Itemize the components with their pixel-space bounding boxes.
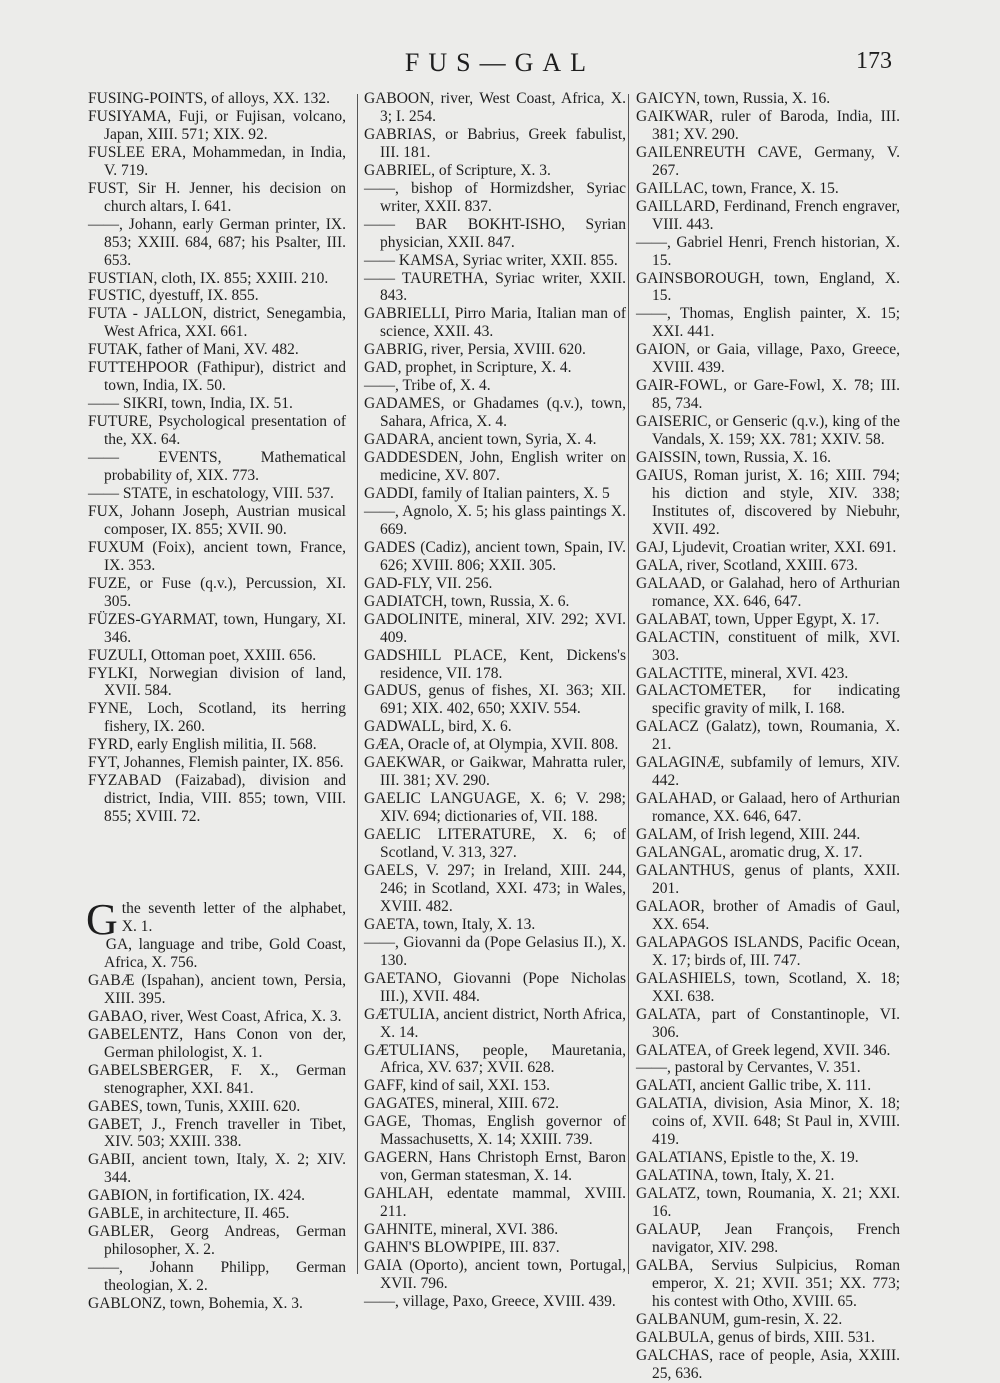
index-column-1	[88, 90, 346, 1313]
index-entry: —— TAURETHA, Syriac writer, XXII. 843.	[364, 269, 626, 305]
index-entry: GAGATES, mineral, XIII. 672.	[364, 1095, 560, 1113]
index-entry: GAEKWAR, or Gaikwar, Mahratta ruler, III. 381; XV. 290.	[364, 754, 626, 790]
index-entry: GABION, in fortification, IX. 424.	[88, 1187, 305, 1205]
index-entry: GALCHAS, race of people, Asia, XXIII. 25, 636.	[636, 1346, 900, 1382]
index-entry: FYZABAD (Faizabad), division and district, India, VIII. 855; town, VIII. 855; XVIII. 72.	[88, 772, 346, 826]
index-entry: ——, Thomas, English painter, X. 15; XXI. 441.	[636, 305, 900, 341]
index-entry: GÆTULIANS, people, Mauretania, Africa, XV. 637; XVII. 628.	[364, 1041, 626, 1077]
index-entry: FYT, Johannes, Flemish painter, IX. 856.	[88, 754, 344, 772]
column-divider	[628, 94, 629, 1274]
index-entry: GAISERIC, or Genseric (q.v.), king of the Vandals, X. 159; XX. 781; XXIV. 58.	[636, 413, 900, 449]
column-divider	[357, 94, 358, 1274]
index-entry: GABRIELLI, Pirro Maria, Italian man of science, XXII. 43.	[364, 305, 626, 341]
drop-cap-letter: G	[86, 895, 118, 945]
index-entry: GAETANO, Giovanni (Pope Nicholas III.), XVII. 484.	[364, 969, 626, 1005]
index-entry: GALACZ (Galatz), town, Roumania, X. 21.	[636, 718, 900, 754]
index-entry: GABLER, Georg Andreas, German philosopher, X. 2.	[88, 1223, 346, 1259]
index-entry: —— STATE, in eschatology, VIII. 537.	[88, 484, 334, 502]
index-entry: GÆA, Oracle of, at Olympia, XVII. 808.	[364, 736, 619, 754]
index-entry: FUSTIAN, cloth, IX. 855; XXIII. 210.	[88, 269, 329, 287]
index-entry: GAHLAH, edentate mammal, XVIII. 211.	[364, 1185, 626, 1221]
index-entry: GAD-FLY, VII. 256.	[364, 574, 493, 592]
index-entry: ——, pastoral by Cervantes, V. 351.	[636, 1059, 861, 1077]
index-entry: GALACTOMETER, for indicating specific gravity of milk, I. 168.	[636, 682, 900, 718]
index-entry: GALATA, part of Constantinople, VI. 306.	[636, 1005, 900, 1041]
running-head	[0, 48, 1000, 88]
index-entry: GALASHIELS, town, Scotland, X. 18; XXI. 638.	[636, 969, 900, 1005]
index-entry: GADARA, ancient town, Syria, X. 4.	[364, 431, 597, 449]
index-entry: GABAO, river, West Coast, Africa, X. 3.	[88, 1007, 342, 1025]
index-entry: GAHN'S BLOWPIPE, III. 837.	[364, 1239, 560, 1256]
index-entry: FYLKI, Norwegian division of land, XVII. 584.	[88, 664, 346, 700]
column-2-entries	[364, 90, 626, 1311]
index-entry: GABII, ancient town, Italy, X. 2; XIV. 344.	[88, 1151, 346, 1187]
index-entry: ——, bishop of Hormizdsher, Syriac writer, XXII. 837.	[364, 179, 626, 215]
index-entry: GAIUS, Roman jurist, X. 16; XIII. 794; his diction and style, XIV. 338; Institutes of, discovered by Niebuhr, XVII. 492.	[636, 467, 900, 538]
index-entry: FUSING-POINTS, of alloys, XX. 132.	[88, 90, 330, 107]
index-entry: GALBULA, genus of birds, XIII. 531.	[636, 1328, 875, 1346]
index-entry: GAHNITE, mineral, XVI. 386.	[364, 1221, 559, 1239]
index-entry: GALAAD, or Galahad, hero of Arthurian romance, XX. 646, 647.	[636, 574, 900, 610]
index-entry: GALATINA, town, Italy, X. 21.	[636, 1167, 835, 1185]
index-entry: —— BAR BOKHT-ISHO, Syrian physician, XXII. 847.	[364, 215, 626, 251]
index-entry: GALACTIN, constituent of milk, XVI. 303.	[636, 628, 900, 664]
index-entry: GAJ, Ljudevit, Croatian writer, XXI. 691.	[636, 538, 897, 556]
index-entry: GADOLINITE, mineral, XIV. 292; XVI. 409.	[364, 610, 626, 646]
index-column-3	[636, 90, 900, 1383]
index-entry: FUSTIC, dyestuff, IX. 855.	[88, 287, 259, 305]
index-entry: FUZE, or Fuse (q.v.), Percussion, XI. 305.	[88, 574, 346, 610]
section-gap	[88, 826, 346, 900]
index-entry: GAFF, kind of sail, XXI. 153.	[364, 1077, 551, 1095]
index-column-2	[364, 90, 626, 1311]
index-entry: GAILLAC, town, France, X. 15.	[636, 179, 839, 197]
index-entry: FUZULI, Ottoman poet, XXIII. 656.	[88, 646, 317, 664]
index-entry: GALAOR, brother of Amadis of Gaul, XX. 654.	[636, 897, 900, 933]
index-entry: GALACTITE, mineral, XVI. 423.	[636, 664, 849, 682]
page-number: 173	[856, 48, 892, 74]
index-entry: FUTTEHPOOR (Fathipur), district and town, India, IX. 50.	[88, 359, 346, 395]
index-entry: GALATEA, of Greek legend, XVII. 346.	[636, 1041, 891, 1059]
entries-before-g	[88, 90, 346, 826]
index-entry: GALBANUM, gum-resin, X. 22.	[636, 1310, 843, 1328]
index-entry: GALA, river, Scotland, XXIII. 673.	[636, 556, 858, 574]
index-entry: GAION, or Gaia, village, Paxo, Greece, XVIII. 439.	[636, 341, 900, 377]
index-entry: ——, Johann Philipp, German theologian, X. 2.	[88, 1259, 346, 1295]
index-entry: GALAHAD, or Galaad, hero of Arthurian romance, XX. 646, 647.	[636, 790, 900, 826]
page-title: FUS—GAL	[404, 48, 596, 77]
index-entry: ——, Gabriel Henri, French historian, X. 15.	[636, 233, 900, 269]
index-entry: GABÆ (Ispahan), ancient town, Persia, XIII. 395.	[88, 971, 346, 1007]
index-entry: GAICYN, town, Russia, X. 16.	[636, 90, 831, 107]
index-entry: FUXUM (Foix), ancient town, France, IX. 353.	[88, 538, 346, 574]
index-entry: GABLE, in architecture, II. 465.	[88, 1205, 290, 1223]
index-entry: GALAPAGOS ISLANDS, Pacific Ocean, X. 17; birds of, III. 747.	[636, 933, 900, 969]
index-entry: GAIR-FOWL, or Gare-Fowl, X. 78; III. 85, 734.	[636, 377, 900, 413]
index-entry: GALBA, Servius Sulpicius, Roman emperor, X. 21; XVII. 351; XX. 773; his contest with Otho, XVIII. 65.	[636, 1256, 900, 1310]
index-entry: GAIA (Oporto), ancient town, Portugal, XVII. 796.	[364, 1256, 626, 1292]
index-entry: ——, village, Paxo, Greece, XVIII. 439.	[364, 1292, 616, 1310]
letter-g-entry	[86, 895, 346, 945]
index-entry: GAELS, V. 297; in Ireland, XIII. 244, 246; in Scotland, XXI. 473; in Wales, XVIII. 482.	[364, 861, 626, 915]
index-entry: FUTAK, father of Mani, XV. 482.	[88, 341, 299, 359]
index-entry: GABELENTZ, Hans Conon von der, German philologist, X. 1.	[88, 1025, 346, 1061]
letter-g-definition: the seventh letter of the alphabet, X. 1.	[121, 900, 346, 936]
index-entry: GALATIANS, Epistle to the, X. 19.	[636, 1149, 859, 1167]
index-entry: ——, Giovanni da (Pope Gelasius II.), X. 130.	[364, 933, 626, 969]
index-entry: GADWALL, bird, X. 6.	[364, 718, 512, 736]
index-entry: GAISSIN, town, Russia, X. 16.	[636, 449, 832, 467]
index-entry: ——, Johann, early German printer, IX. 853; XXIII. 684, 687; his Psalter, III. 653.	[88, 215, 346, 269]
index-entry: GAELIC LANGUAGE, X. 6; V. 298; XIV. 694; dictionaries of, VII. 188.	[364, 790, 626, 826]
index-entry: GALANTHUS, genus of plants, XXII. 201.	[636, 861, 900, 897]
index-entry: GADIATCH, town, Russia, X. 6.	[364, 592, 570, 610]
index-entry: GALAGINÆ, subfamily of lemurs, XIV. 442.	[636, 754, 900, 790]
index-entry: GADDESDEN, John, English writer on medicine, XV. 807.	[364, 449, 626, 485]
index-entry: FUST, Sir H. Jenner, his decision on church altars, I. 641.	[88, 179, 346, 215]
index-entry: GADDI, family of Italian painters, X. 5	[364, 484, 610, 502]
index-entry: GABRIEL, of Scripture, X. 3.	[364, 161, 551, 179]
index-entry: FÜZES-GYARMAT, town, Hungary, XI. 346.	[88, 610, 346, 646]
index-entry: —— KAMSA, Syriac writer, XXII. 855.	[364, 251, 618, 269]
index-entry: GAIKWAR, ruler of Baroda, India, III. 381; XV. 290.	[636, 107, 900, 143]
index-entry: GABET, J., French traveller in Tibet, XIV. 503; XXIII. 338.	[88, 1115, 346, 1151]
index-entry: FUSIYAMA, Fuji, or Fujisan, volcano, Japan, XIII. 571; XIX. 92.	[88, 107, 346, 143]
entries-after-g	[88, 936, 346, 1313]
index-entry: GAETA, town, Italy, X. 13.	[364, 915, 536, 933]
index-entry: GALAUP, Jean François, French navigator, XIV. 298.	[636, 1221, 900, 1256]
index-entry: GAINSBOROUGH, town, England, X. 15.	[636, 269, 900, 305]
index-entry: GAELIC LITERATURE, X. 6; of Scotland, V. 313, 327.	[364, 826, 626, 862]
index-entry: GADES (Cadiz), ancient town, Spain, IV. 626; XVIII. 806; XXII. 305.	[364, 538, 626, 574]
index-entry: GAGERN, Hans Christoph Ernst, Baron von, German statesman, X. 14.	[364, 1149, 626, 1185]
index-entry: GALATI, ancient Gallic tribe, X. 111.	[636, 1077, 872, 1095]
index-entry: FYRD, early English militia, II. 568.	[88, 736, 317, 754]
index-entry: GADAMES, or Ghadames (q.v.), town, Sahara, Africa, X. 4.	[364, 395, 626, 431]
index-entry: GADUS, genus of fishes, XI. 363; XII. 691; XIX. 402, 650; XXIV. 554.	[364, 682, 626, 718]
index-entry: —— SIKRI, town, India, IX. 51.	[88, 395, 293, 413]
index-entry: GAILENREUTH CAVE, Germany, V. 267.	[636, 143, 900, 179]
column-3-entries	[636, 90, 900, 1383]
index-entry: GALABAT, town, Upper Egypt, X. 17.	[636, 610, 880, 628]
index-entry: FUTURE, Psychological presentation of the, XX. 64.	[88, 413, 346, 449]
index-entry: GABLONZ, town, Bohemia, X. 3.	[88, 1295, 303, 1313]
index-entry: GAD, prophet, in Scripture, X. 4.	[364, 359, 572, 377]
index-entry: FUSLEE ERA, Mohammedan, in India, V. 719.	[88, 143, 346, 179]
index-entry: GABELSBERGER, F. X., German stenographer, XXI. 841.	[88, 1061, 346, 1097]
index-entry: GABRIG, river, Persia, XVIII. 620.	[364, 341, 586, 359]
index-entry: GALATZ, town, Roumania, X. 21; XXI. 16.	[636, 1185, 900, 1221]
index-entry: GABRIAS, or Babrius, Greek fabulist, III. 181.	[364, 125, 626, 161]
index-entry: GAGE, Thomas, English governor of Massachusetts, X. 14; XXIII. 739.	[364, 1113, 626, 1149]
index-entry: ——, Tribe of, X. 4.	[364, 377, 491, 395]
index-entry: FYNE, Loch, Scotland, its herring fishery, IX. 260.	[88, 700, 346, 736]
index-entry: ——, Agnolo, X. 5; his glass paintings X. 669.	[364, 502, 626, 538]
index-entry: FUTA - JALLON, district, Senegambia, West Africa, XXI. 661.	[88, 305, 346, 341]
index-entry: GALATIA, division, Asia Minor, X. 18; coins of, XVII. 648; St Paul in, XVIII. 419.	[636, 1095, 900, 1149]
index-entry: GADSHILL PLACE, Kent, Dickens's residence, VII. 178.	[364, 646, 626, 682]
index-entry: GALAM, of Irish legend, XIII. 244.	[636, 826, 861, 844]
index-entry: GABOON, river, West Coast, Africa, X. 3; I. 254.	[364, 90, 626, 125]
index-entry: —— EVENTS, Mathematical probability of, XIX. 773.	[88, 449, 346, 485]
index-entry: GABES, town, Tunis, XXIII. 620.	[88, 1097, 301, 1115]
index-entry: GÆTULIA, ancient district, North Africa, X. 14.	[364, 1005, 626, 1041]
index-entry: GALANGAL, aromatic drug, X. 17.	[636, 844, 863, 862]
index-entry: GAILLARD, Ferdinand, French engraver, VIII. 443.	[636, 197, 900, 233]
index-entry: FUX, Johann Joseph, Austrian musical composer, IX. 855; XVII. 90.	[88, 502, 346, 538]
index-entry: GA, language and tribe, Gold Coast, Africa, X. 756.	[104, 935, 346, 971]
